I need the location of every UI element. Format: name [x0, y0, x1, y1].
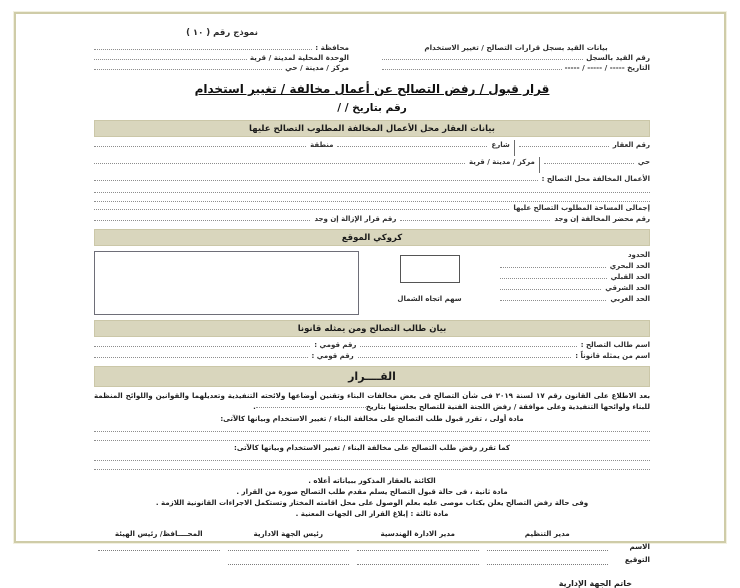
local-unit-label: الوحدة المحلية لمدينة / قرية [249, 53, 349, 62]
registration-date-label: التاريخ ----- / ----- / ----- [564, 63, 650, 72]
registration-number-label: رقم القيد بالسجل [586, 53, 650, 62]
total-area-row [94, 203, 650, 213]
signature-label-signature: التوقيع [624, 555, 650, 564]
violation-report-row [94, 214, 650, 224]
note-location: الكائنة بالعقار المذكور ببياناته أعلاه . [308, 476, 436, 485]
form-number: نموذج رقم ( ١٠ ) [186, 28, 258, 38]
applicant-national-id-label: رقم قومي : [314, 341, 357, 349]
demolition-order-input[interactable] [94, 214, 310, 221]
applicant-section [94, 337, 650, 364]
boundary-south-label: الحد القبلي [610, 273, 650, 281]
section-band-sketch: كروكي الموقع [94, 229, 650, 246]
site-sketch-canvas[interactable] [94, 251, 359, 315]
property-number-label: رقم العقار [612, 141, 650, 149]
clause-reject: كما تقرر رفض طلب التصالح على مخالفة البناء / تغيير الاستخدام وبيانها كالآتى: [234, 443, 510, 452]
decision-preamble-tail: . [253, 402, 256, 411]
signature-sign-input-planning-director[interactable] [487, 555, 609, 565]
violation-works-input[interactable] [94, 174, 538, 181]
governorate-label: محافظة : [315, 43, 349, 52]
violation-works-line-3[interactable] [94, 194, 650, 202]
header-registration-block [382, 43, 650, 73]
quarter-input[interactable] [544, 157, 634, 164]
clause-accept: مادة أولى ، تقرر قبول طلب التصالح على مخالفة البناء / تغيير الاستخدام وبيانها كالآتى: [220, 414, 524, 423]
representative-name-input[interactable] [358, 351, 572, 358]
violation-works-line-2[interactable] [94, 185, 650, 193]
district-label: مركز / مدينة / حي [285, 63, 349, 72]
quarter-label: حي [637, 158, 650, 166]
property-section [94, 137, 650, 227]
signature-row-labels [612, 529, 650, 566]
zone-input[interactable] [94, 140, 306, 147]
boundary-south-row [500, 272, 650, 282]
page-frame [14, 12, 726, 588]
boundary-east-label: الحد الشرقي [605, 284, 650, 292]
registration-heading: بيانات القيد بسجل قرارات التصالح / تغيير الاستخدام [424, 43, 608, 52]
boundary-north-input[interactable] [500, 261, 606, 268]
signature-column-planning-director [483, 529, 613, 569]
header-meta [94, 43, 650, 73]
total-area-input[interactable] [94, 203, 509, 210]
signature-head-admin-head: رئيس الجهة الادارية [253, 529, 324, 538]
decision-notes [94, 475, 650, 519]
registration-number-input[interactable] [382, 53, 583, 60]
boundary-south-input[interactable] [500, 272, 607, 279]
column-divider [514, 140, 515, 156]
north-arrow-icon[interactable] [400, 255, 460, 283]
boundary-east-row [500, 283, 650, 293]
note-article-three: مادة ثالثة : إبلاغ القرار الى الجهات المعنية . [295, 509, 449, 518]
street-input[interactable] [337, 140, 487, 147]
representative-name-row [94, 351, 650, 361]
boundaries-block [500, 251, 650, 305]
local-unit-input[interactable] [94, 53, 247, 60]
local-unit-field[interactable] [94, 53, 349, 63]
property-row-2 [94, 157, 650, 173]
registration-date-field[interactable] [382, 63, 650, 73]
center-city-village-input[interactable] [94, 157, 465, 164]
street-label: شارع [491, 141, 510, 149]
committee-session-date-input[interactable] [256, 407, 366, 408]
demolition-order-label: رقم قرار الإزالة إن وجد [314, 215, 397, 223]
signature-label-name: الاسم [629, 542, 650, 551]
document-sheet [22, 20, 718, 588]
applicant-name-row [94, 340, 650, 350]
north-arrow-block [367, 251, 492, 303]
representative-national-id-input[interactable] [94, 351, 308, 358]
signature-column-engineering-director [353, 529, 483, 569]
signature-head-governor: المحــــافظ/ رئيس الهيئة [114, 529, 203, 538]
clause-reject-line-2[interactable] [94, 462, 650, 470]
note-article-two: مادة ثانية ، فى حالة قبول التصالح يسلم مقدم طلب التصالح صورة من القرار . [236, 487, 508, 496]
governorate-field[interactable] [94, 43, 349, 53]
signature-sign-input-engineering-director[interactable] [357, 555, 479, 565]
property-number-input[interactable] [519, 140, 609, 147]
clause-accept-line-2[interactable] [94, 433, 650, 441]
boundaries-title: الحدود [627, 251, 650, 259]
decision-preamble-text: بعد الاطلاع على القانون رقم ١٧ لسنة ٢٠١٩ فى شأن التصالح فى بعض مخالفات البناء وتقنين أوضاعها ولائحته التنفيذية وتعديلهما والقوانين واللوائح المنظمة للبناء ولوائحها التنفيذية وعلى موافقة / رفض اللجنة الفنية للتصالح بجلستها بتاريخ [94, 391, 650, 411]
representative-name-label: اسم من يمثله قانوناً : [575, 352, 650, 360]
clause-accept-line-1[interactable] [94, 424, 650, 432]
decision-number-date: رقم بتاريخ / / [337, 102, 407, 114]
column-divider [539, 157, 540, 173]
signature-name-input-admin-head[interactable] [228, 541, 350, 551]
page-title: قرار قبول / رفض التصالح عن أعمال مخالفة / تغيير استخدام [194, 82, 550, 96]
signature-column-governor [94, 529, 224, 555]
boundary-north-label: الحد البحري [609, 262, 650, 270]
registration-date-input[interactable] [382, 63, 562, 70]
decision-preamble [94, 390, 650, 412]
signature-name-input-engineering-director[interactable] [357, 541, 479, 551]
north-arrow-caption: سهم اتجاه الشمال [397, 295, 462, 303]
boundary-west-row [500, 294, 650, 304]
section-band-decision: القــــرار [94, 366, 650, 387]
violation-report-label: رقم محضر المخالفة إن وجد [554, 215, 650, 223]
boundary-west-label: الحد الغربي [610, 295, 650, 303]
district-input[interactable] [94, 63, 282, 70]
signature-head-planning-director: مدير التنظيم [524, 529, 570, 538]
form-content [94, 28, 650, 588]
boundary-north-row [500, 261, 650, 271]
clause-reject-line-1[interactable] [94, 453, 650, 461]
sketch-section [94, 246, 650, 318]
note-article-two-reject: وفى حالة رفض التصالح يعلن بكتاب موصى عليه بعلم الوصول على محل اقامته المختار وتستكمل الاجراءات القانونية اللازمة . [155, 498, 589, 507]
registration-number-field[interactable] [382, 53, 650, 63]
administrative-stamp-label: خاتم الجهة الإدارية [558, 579, 632, 588]
applicant-national-id-input[interactable] [94, 340, 310, 347]
total-area-label: إجمالى المساحة المطلوب التصالح عليها [513, 204, 650, 212]
violation-works-label: الأعمال المخالفة محل التصالح : [541, 175, 650, 183]
decision-section [94, 387, 650, 521]
district-field[interactable] [94, 63, 349, 73]
signature-table [94, 529, 650, 569]
section-band-property: بيانات العقار محل الأعمال المخالفة المطلوب التصالح عليها [94, 120, 650, 137]
zone-label: منطقة [310, 141, 334, 149]
signature-column-admin-head [224, 529, 354, 569]
header-location-block [94, 43, 349, 73]
signature-sign-input-admin-head[interactable] [228, 555, 350, 565]
violation-report-input[interactable] [400, 214, 550, 221]
center-city-village-label: مركز / مدينة / قرية [468, 158, 535, 166]
boundary-east-input[interactable] [500, 283, 601, 290]
governorate-input[interactable] [94, 43, 312, 50]
signature-head-engineering-director: مدير الادارة الهندسية [380, 529, 455, 538]
applicant-name-label: اسم طالب التصالح : [580, 341, 650, 349]
violation-works-row [94, 174, 650, 184]
boundary-west-input[interactable] [500, 294, 606, 301]
signature-sign-input-governor[interactable] [98, 541, 220, 551]
representative-national-id-label: رقم قومي : [311, 352, 354, 360]
section-band-applicant: بيان طالب التصالح ومن يمثله قانونا [94, 320, 650, 337]
signature-name-input-planning-director[interactable] [487, 541, 609, 551]
applicant-name-input[interactable] [360, 340, 576, 347]
property-row-1 [94, 140, 650, 156]
